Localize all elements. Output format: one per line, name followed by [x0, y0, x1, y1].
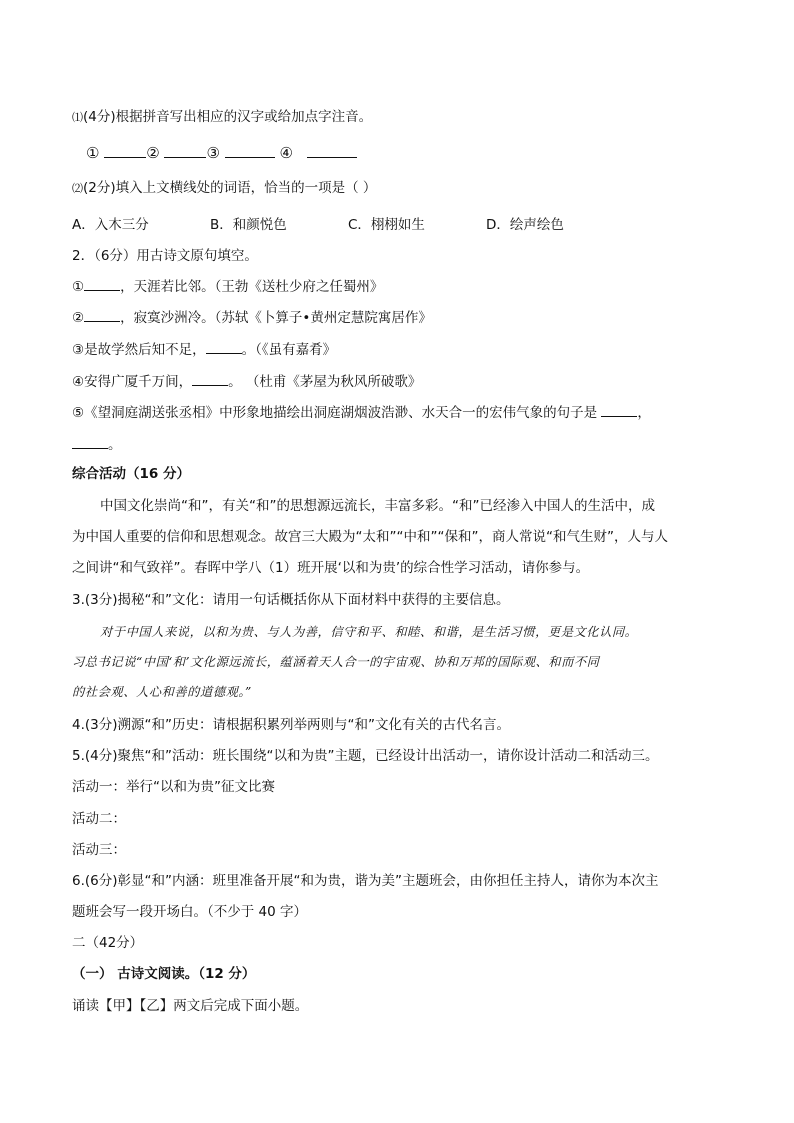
- item-prefix: ③是故学然后知不足，: [72, 342, 206, 358]
- answer-blank[interactable]: [206, 339, 242, 354]
- option-a[interactable]: A．入木三分: [72, 217, 149, 233]
- option-c[interactable]: C．栩栩如生: [348, 217, 425, 233]
- answer-blank-2[interactable]: [164, 143, 206, 158]
- question-5: 5.(4分)聚焦“和”活动：班长围绕“以和为贵”主题，已经设计出活动一，请你设计活动二和活动三。: [72, 748, 659, 764]
- item-text: ，寂寞沙洲冷。（苏轼《卜算子•黄州定慧院寓居作》: [120, 310, 432, 326]
- question-text: (4分)根据拼音写出相应的汉字或给加点字注音。: [83, 109, 373, 125]
- intro-line-2: 为中国人重要的信仰和思想观念。故宫三大殿为“太和”“中和”“保和”，商人常说“和气生财”，人与人: [72, 529, 668, 545]
- option-b[interactable]: B．和颜悦色: [210, 217, 287, 233]
- answer-blank[interactable]: [84, 276, 120, 291]
- blank-marker: ①: [86, 144, 100, 162]
- question-6-line-2: 题班会写一段开场白。（不少于 40 字）: [72, 904, 308, 920]
- intro-line-3: 之间讲“和气致祥”。春晖中学八（1）班开展‘以和为贵’的综合性学习活动，请你参与。: [72, 560, 590, 576]
- poem-item-1: [72, 276, 734, 297]
- reading-instruction: 诵读【甲】【乙】两文后完成下面小题。: [72, 998, 309, 1014]
- activity-3: 活动三：: [72, 842, 126, 858]
- item-prefix: ②: [72, 310, 85, 326]
- blank-marker: ④: [279, 144, 293, 162]
- item-prefix: ①: [72, 279, 85, 295]
- item-text: 。 （杜甫《茅屋为秋风所破歌》: [228, 374, 422, 390]
- answer-blank-4[interactable]: [307, 143, 357, 158]
- answer-blank[interactable]: [601, 402, 637, 417]
- question-6-line-1: 6.(6分)彰显“和”内涵：班里准备开展“和为贵，谐为美”主题班会，由你担任主持人，请你为本次主: [72, 873, 659, 889]
- choice-options: [72, 215, 734, 235]
- blank-marker: ③: [206, 144, 220, 162]
- activity-1: 活动一：举行“以和为贵”征文比赛: [72, 779, 275, 795]
- item-end: 。: [108, 437, 122, 453]
- question-1-part-1: [72, 107, 734, 128]
- poem-item-2: [72, 307, 734, 328]
- blank-marker: ②: [146, 144, 160, 162]
- part-two-subheading: （一） 古诗文阅读。（12 分）: [72, 966, 256, 982]
- pinyin-blanks: [86, 143, 734, 163]
- quote-line-1: 对于中国人来说，以和为贵、与人为善，信守和平、和睦、和谐，是生活习惯，更是文化认同。: [100, 625, 638, 639]
- poem-item-5: ⑤《望洞庭湖送张丞相》中形象地描绘出洞庭湖烟波浩渺、水天合一的宏伟气象的句子是 ，: [72, 402, 734, 423]
- option-d[interactable]: D．绘声绘色: [486, 217, 564, 233]
- item-text: ⑤《望洞庭湖送张丞相》中形象地描绘出洞庭湖烟波浩渺、水天合一的宏伟气象的句子是: [72, 405, 598, 421]
- question-4: 4.(3分)溯源“和”历史：请根据积累列举两则与“和”文化有关的古代名言。: [72, 717, 510, 733]
- activity-2: 活动二：: [72, 811, 126, 827]
- quote-line-2: 习总书记说“中国‘和’文化源远流长，蕴涵着天人合一的宇宙观、协和万邦的国际观、和而不同: [72, 655, 600, 669]
- part-two-heading: 二（42分）: [72, 935, 144, 951]
- answer-blank[interactable]: [84, 307, 120, 322]
- section-title: 综合活动（16 分）: [72, 466, 190, 482]
- answer-blank[interactable]: [72, 434, 108, 449]
- sub-number: ⑵: [72, 182, 83, 195]
- sub-number: ⑴: [72, 111, 83, 124]
- question-text: (2分)填入上文横线处的词语，恰当的一项是（ ）: [83, 180, 377, 196]
- question-3: 3.(3分)揭秘“和”文化：请用一句话概括你从下面材料中获得的主要信息。: [72, 592, 510, 608]
- poem-item-4: [72, 371, 734, 392]
- poem-item-3: [72, 339, 734, 360]
- question-1-part-2: [72, 178, 734, 199]
- quote-line-3: 的社会观、人心和善的道德观。”: [72, 685, 252, 699]
- item-text: 。（《虽有嘉肴》: [241, 342, 337, 358]
- answer-blank[interactable]: [192, 371, 228, 386]
- poem-item-5-cont: [72, 434, 734, 455]
- question-2-title: 2．（6分）用古诗文原句填空。: [72, 248, 258, 264]
- answer-blank-1[interactable]: [104, 143, 146, 158]
- intro-line-1: 中国文化崇尚“和”，有关“和”的思想源远流长，丰富多彩。“和”已经渗入中国人的生活中，成: [100, 498, 655, 514]
- answer-blank-3[interactable]: [225, 143, 275, 158]
- item-prefix: ④安得广厦千万间，: [72, 374, 193, 390]
- item-text: ，天涯若比邻。（王勃《送杜少府之任蜀州》: [120, 279, 384, 295]
